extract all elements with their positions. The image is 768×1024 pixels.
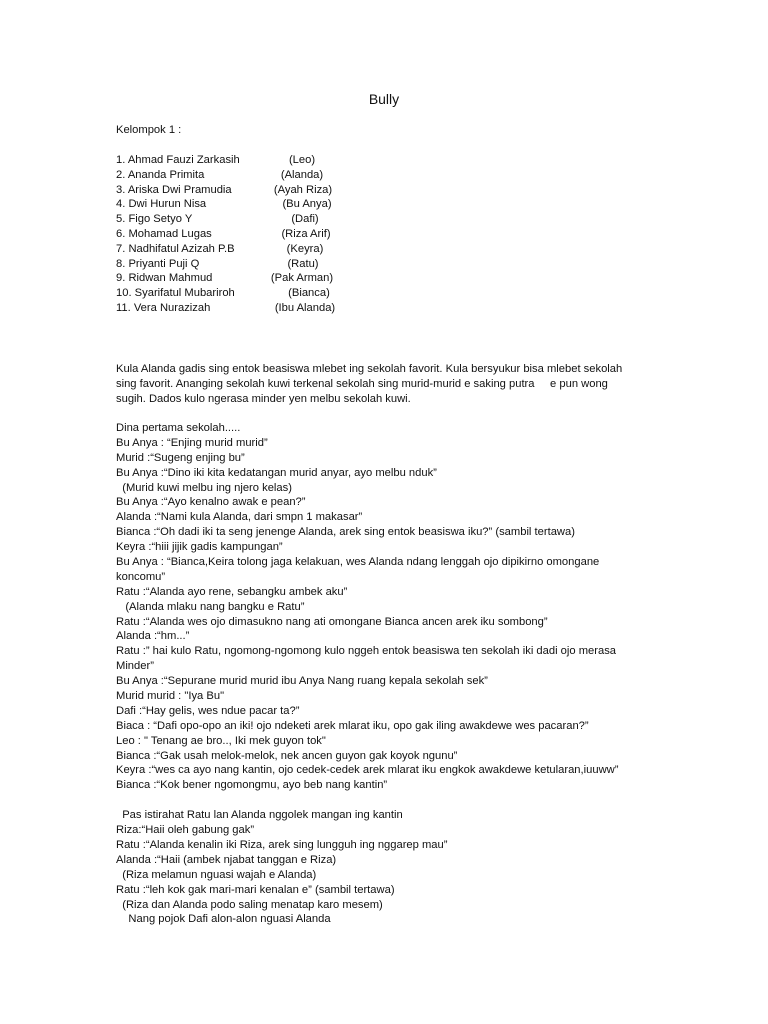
dialog-line: Alanda :“Nami kula Alanda, dari smpn 1 makasar” — [116, 511, 363, 524]
dialog-line: Alanda :“Haii (ambek njabat tanggan e Riza) — [116, 853, 337, 866]
member-role: (Riza Arif) — [281, 227, 331, 240]
dialog-line: Ratu :“Alanda kenalin iki Riza, arek sing lungguh ing nggarep mau” — [116, 838, 448, 851]
member-name: 1. Ahmad Fauzi Zarkasih — [116, 154, 240, 166]
member-role: (Leo) — [288, 154, 316, 166]
dialog-line: Biaca : “Dafi opo-opo an iki! ojo ndeketi arek mlarat iku, opo gak iling awakdewe wes pacaran?” — [116, 719, 589, 732]
dialog-line: Ratu :“Alanda wes ojo dimasukno nang ati omongane Bianca ancen arek iku sombong” — [116, 615, 548, 628]
dialog-line: Bu Anya : “Enjing murid murid” — [116, 436, 268, 449]
dialog-line: Minder” — [116, 660, 154, 673]
intro-line: sing favorit. Ananging sekolah kuwi terkenal sekolah sing murid-murid e saking putra e pun wong — [116, 377, 608, 390]
dialog-line: Murid murid : "Iya Bu" — [116, 690, 225, 703]
member-name: 2. Ananda Primita — [116, 168, 205, 181]
member-name: 3. Ariska Dwi Pramudia — [116, 183, 232, 196]
dialog-line: (Murid kuwi melbu ing njero kelas) — [116, 481, 292, 494]
member-role: (Keyra) — [286, 242, 324, 255]
member-role: (Ayah Riza) — [273, 183, 333, 196]
dialog-line: Alanda :“hm...” — [116, 630, 190, 643]
member-role: (Dafi) — [291, 213, 319, 226]
dialog-line: Murid :“Sugeng enjing bu” — [116, 451, 245, 464]
dialog-line: (Riza dan Alanda podo saling menatap karo mesem) — [116, 898, 383, 911]
intro-paragraph — [116, 362, 656, 407]
dialog-line: Keyra :“hiii jijik gadis kampungan” — [116, 541, 283, 554]
dialog-line: koncomu” — [116, 570, 166, 583]
dialog-line: Bu Anya :“Dino iki kita kedatangan murid anyar, ayo melbu nduk” — [116, 466, 437, 479]
dialog-line: Leo : " Tenang ae bro.., Iki mek guyon tok" — [116, 734, 326, 747]
member-role: (Pak Arman) — [270, 272, 334, 285]
dialog-line — [116, 793, 656, 808]
member-role: (Ratu) — [287, 257, 319, 270]
member-role: (Bianca) — [288, 287, 330, 300]
member-name: 5. Figo Setyo Y — [116, 213, 193, 226]
dialog-line: Bianca :“Gak usah melok-melok, nek ancen guyon gak koyok ngunu” — [116, 749, 458, 762]
dialog-line: (Riza melamun nguasi wajah e Alanda) — [116, 868, 317, 881]
document-title: Bully — [368, 91, 400, 107]
member-name: 7. Nadhifatul Azizah P.B — [116, 242, 235, 255]
dialog-section — [116, 421, 656, 927]
dialog-line: Ratu :“leh kok gak mari-mari kenalan e” (sambil tertawa) — [116, 883, 395, 896]
member-role: (Ibu Alanda) — [274, 301, 336, 314]
member-name: 6. Mohamad Lugas — [116, 227, 212, 240]
dialog-line: Ratu :” hai kulo Ratu, ngomong-ngomong kulo nggeh entok beasiswa ten sekolah iki dadi ojo merasa — [116, 645, 617, 658]
intro-line: sugih. Dados kulo ngerasa minder yen melbu sekolah kuwi. — [116, 392, 411, 405]
dialog-line: Dina pertama sekolah..... — [116, 422, 241, 434]
member-name: 8. Priyanti Puji Q — [116, 257, 200, 270]
intro-line: Kula Alanda gadis sing entok beasiswa mlebet ing sekolah favorit. Kula bersyukur bisa mlebet sekolah — [116, 363, 623, 375]
member-name: 9. Ridwan Mahmud — [116, 272, 213, 285]
dialog-line: Bianca :“Kok bener ngomongmu, ayo beb nang kantin” — [116, 779, 388, 792]
dialog-line: Bianca :“Oh dadi iki ta seng jenenge Alanda, arek sing entok beasiswa iku?” (sambil tertawa) — [116, 526, 575, 539]
dialog-line: Riza:“Haii oleh gabung gak” — [116, 824, 255, 837]
dialog-line: Keyra :“wes ca ayo nang kantin, ojo cedek-cedek arek mlarat iku engkok awakdewe ketularan,iuuww” — [116, 764, 619, 777]
dialog-line: Ratu :“Alanda ayo rene, sebangku ambek aku” — [116, 585, 348, 598]
member-name: 4. Dwi Hurun Nisa — [116, 198, 207, 211]
dialog-line: Pas istirahat Ratu lan Alanda nggolek mangan ing kantin — [116, 809, 403, 822]
member-name: 10. Syarifatul Mubariroh — [116, 287, 235, 300]
member-role: (Bu Anya) — [282, 198, 332, 211]
dialog-line: Nang pojok Dafi alon-alon nguasi Alanda — [116, 913, 331, 926]
dialog-line: Dafi :“Hay gelis, wes ndue pacar ta?” — [116, 704, 300, 717]
dialog-line: (Alanda mlaku nang bangku e Ratu” — [116, 600, 305, 613]
dialog-line: Bu Anya :“Ayo kenalno awak e pean?” — [116, 496, 306, 509]
member-name: 11. Vera Nurazizah — [116, 301, 211, 314]
dialog-line: Bu Anya :“Sepurane murid murid ibu Anya Nang ruang kepala sekolah sek” — [116, 675, 488, 688]
member-role: (Alanda) — [280, 168, 324, 181]
dialog-line: Bu Anya : “Bianca,Keira tolong jaga kelakuan, wes Alanda ndang lenggah ojo dipikirno omongane — [116, 556, 600, 569]
group-label: Kelompok 1 : — [116, 124, 182, 136]
